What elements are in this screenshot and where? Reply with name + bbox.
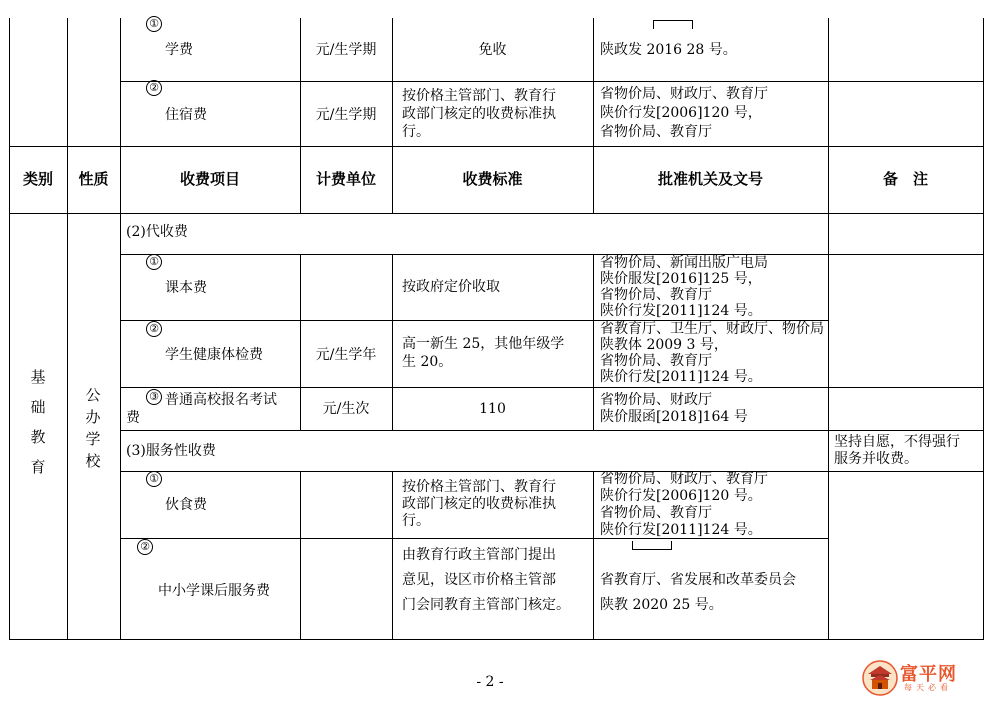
header-item: 收费项目 <box>179 170 240 188</box>
header-standard: 收费标准 <box>462 170 523 188</box>
approval-line: 陕价服发[2016]125 号， <box>600 271 762 287</box>
grid-line <box>120 538 829 539</box>
fee-standard: 按政府定价收取 <box>402 279 500 295</box>
nature-label <box>83 384 103 472</box>
category-char: 教 <box>30 428 46 446</box>
approval-line: 省教育厅、卫生厅、财政厅、物价局 <box>600 321 824 337</box>
grid-line <box>120 81 984 82</box>
grid-line <box>120 430 984 431</box>
fee-item: 中小学课后服务费 <box>158 583 270 599</box>
category-char: 基 <box>30 368 46 386</box>
row-number: ③ <box>146 389 162 405</box>
row-number: ① <box>146 16 162 32</box>
header-nature: 性质 <box>78 170 109 188</box>
approval-line: 陕价行发[2006]120 号， <box>600 105 762 121</box>
grid-line <box>120 18 121 640</box>
grid-line <box>120 387 984 388</box>
grid-line <box>9 639 984 640</box>
header-category: 类别 <box>22 170 53 188</box>
approval-line: 省物价局、教育厅 <box>600 124 712 140</box>
approval-line: 陕价行发[2006]120 号。 <box>600 488 762 504</box>
section-title: (3)服务性收费 <box>126 443 216 459</box>
approval-line: 陕政发 2016 28 号。 <box>600 42 737 58</box>
grid-line <box>593 472 594 640</box>
site-logo <box>862 658 982 698</box>
fee-standard-line: 意见，设区市价格主管部 <box>402 572 556 588</box>
approval-line: 省物价局、新闻出版广电局 <box>600 255 768 271</box>
page-number: - 2 - <box>476 674 504 690</box>
fee-standard: 免收 <box>478 42 507 58</box>
approval-line: 省教育厅、省发展和改革委员会 <box>600 572 796 588</box>
approval-line: 省物价局、教育厅 <box>600 505 712 521</box>
fee-item: 学生健康体检费 <box>165 347 263 363</box>
row-number: ② <box>146 321 162 337</box>
fee-standard-line: 高一新生 25，其他年级学 <box>402 336 565 352</box>
approval-line: 陕教 2020 25 号。 <box>600 597 723 613</box>
nature-char: 学 <box>85 430 101 448</box>
fee-standard: 110 <box>479 401 506 417</box>
approval-line: 陕教体 2009 3 号， <box>600 337 728 353</box>
approval-line: 省物价局、教育厅 <box>600 353 712 369</box>
approval-line: 陕价行发[2011]124 号。 <box>600 303 762 319</box>
fee-unit: 元/生学期 <box>315 42 377 58</box>
approval-line: 省物价局、教育厅 <box>600 287 712 303</box>
row-number: ① <box>146 254 162 270</box>
grid-line <box>828 18 829 640</box>
fee-standard-line: 按价格主管部门、教育行 <box>402 479 556 495</box>
logo-text: 富平网 <box>900 664 957 685</box>
approval-line: 陕价行发[2011]124 号。 <box>600 522 762 538</box>
section-title: (2)代收费 <box>126 224 188 240</box>
fee-standard-line: 政部门核定的收费标准执 <box>402 496 556 512</box>
row-number: ② <box>146 80 162 96</box>
fee-standard-line: 行。 <box>402 124 430 140</box>
approval-line: 省物价局、财政厅、教育厅 <box>600 471 768 487</box>
grid-line <box>120 471 984 472</box>
nature-char: 校 <box>85 452 101 470</box>
nature-char: 办 <box>85 408 101 426</box>
fee-standard-line: 政部门核定的收费标准执 <box>402 106 556 122</box>
remark-line: 坚持自愿，不得强行 <box>834 434 960 450</box>
fee-item-line: 普通高校报名考试 <box>165 392 277 408</box>
row-number: ② <box>137 539 153 555</box>
fee-standard-line: 行。 <box>402 513 430 529</box>
fee-item: 伙食费 <box>165 497 207 513</box>
category-label <box>28 362 48 482</box>
category-char: 础 <box>30 398 46 416</box>
fee-item: 课本费 <box>165 280 207 296</box>
grid-line <box>983 18 984 640</box>
fee-standard-line: 按价格主管部门、教育行 <box>402 88 556 104</box>
fee-item-line: 费 <box>126 410 140 426</box>
fee-unit: 元/生次 <box>322 401 370 417</box>
pavilion-icon <box>862 660 898 696</box>
approval-line: 陕价行发[2011]124 号。 <box>600 369 762 385</box>
grid-line <box>392 472 393 640</box>
grid-line <box>9 213 984 214</box>
fee-standard-line: 由教育行政主管部门提出 <box>402 547 556 563</box>
fee-standard-line: 生 20。 <box>402 354 453 370</box>
bracket-mark <box>653 20 693 29</box>
fee-unit: 元/生学期 <box>315 107 377 123</box>
grid-line <box>9 18 10 640</box>
grid-line <box>300 472 301 640</box>
nature-char: 公 <box>85 386 101 404</box>
fee-item: 学费 <box>165 42 193 58</box>
fee-standard-line: 门会同教育主管部门核定。 <box>402 597 570 613</box>
header-approval: 批准机关及文号 <box>657 170 763 188</box>
approval-line: 省物价局、财政厅 <box>600 392 712 408</box>
bracket-mark <box>632 541 672 550</box>
grid-line <box>593 255 594 431</box>
row-number: ① <box>146 471 162 487</box>
header-unit: 计费单位 <box>315 170 376 188</box>
category-char: 育 <box>30 458 46 476</box>
approval-line: 省物价局、财政厅、教育厅 <box>600 86 768 102</box>
grid-line <box>9 146 984 147</box>
fee-item: 住宿费 <box>165 107 207 123</box>
header-remark: 备 注 <box>882 170 928 188</box>
grid-line <box>120 254 984 255</box>
logo-subtitle: 每天必看 <box>904 683 952 692</box>
grid-line <box>67 18 68 640</box>
remark-line: 服务并收费。 <box>834 451 918 467</box>
approval-line: 陕价服函[2018]164 号 <box>600 409 748 425</box>
fee-unit: 元/生学年 <box>315 347 377 363</box>
